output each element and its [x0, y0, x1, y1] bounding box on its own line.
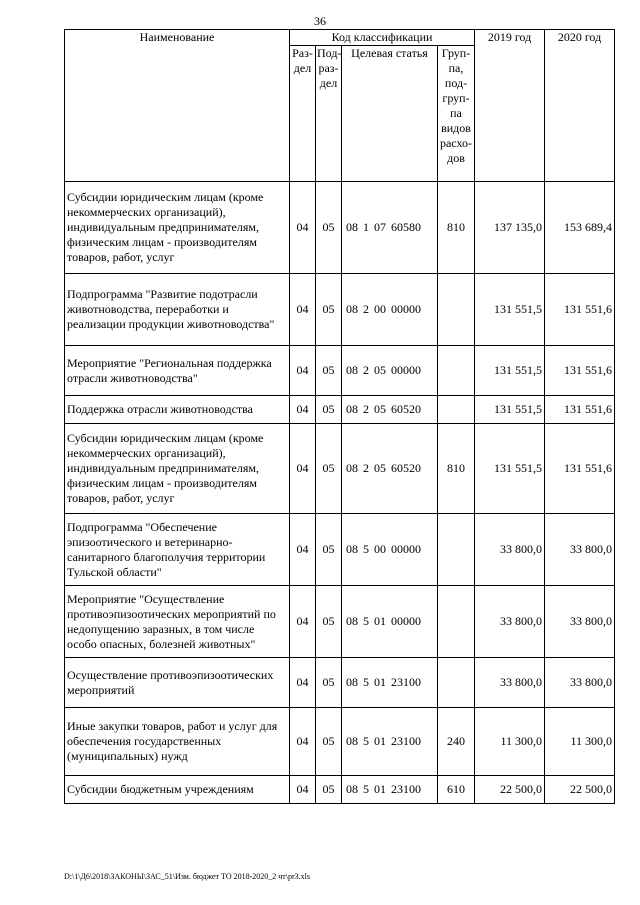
- row-name: Иные закупки товаров, работ и услуг для обеспечения государственных (муниципальных) нужд: [65, 708, 290, 776]
- row-target-article: 08 1 07 60580: [342, 182, 438, 274]
- row-subsection: 05: [316, 396, 342, 424]
- row-name: Мероприятие "Осуществление противоэпизоотических мероприятий по недопущению заразных, в том числе особо опасных, болезней животных": [65, 586, 290, 658]
- header-expense-group: Груп- па, под- груп- па видов расхо- дов: [438, 46, 475, 182]
- row-section: 04: [290, 776, 316, 804]
- row-subsection: 05: [316, 346, 342, 396]
- row-amount-2019: 131 551,5: [475, 396, 545, 424]
- row-subsection: 05: [316, 586, 342, 658]
- table-row: [65, 514, 615, 586]
- row-target-article: 08 5 01 23100: [342, 776, 438, 804]
- row-amount-2019: 33 800,0: [475, 658, 545, 708]
- row-section: 04: [290, 274, 316, 346]
- row-section: 04: [290, 586, 316, 658]
- row-amount-2019: 137 135,0: [475, 182, 545, 274]
- row-target-article: 08 2 05 00000: [342, 346, 438, 396]
- row-expense-group: [438, 396, 475, 424]
- row-section: 04: [290, 658, 316, 708]
- row-amount-2020: 131 551,6: [545, 424, 615, 514]
- row-amount-2019: 22 500,0: [475, 776, 545, 804]
- row-target-article: 08 5 01 23100: [342, 708, 438, 776]
- row-amount-2019: 131 551,5: [475, 274, 545, 346]
- row-expense-group: 810: [438, 424, 475, 514]
- row-amount-2020: 22 500,0: [545, 776, 615, 804]
- header-section: Раз- дел: [290, 46, 316, 182]
- row-target-article: 08 5 01 00000: [342, 586, 438, 658]
- row-amount-2020: 153 689,4: [545, 182, 615, 274]
- row-subsection: 05: [316, 424, 342, 514]
- row-subsection: 05: [316, 658, 342, 708]
- row-expense-group: [438, 514, 475, 586]
- row-expense-group: [438, 274, 475, 346]
- row-target-article: 08 5 01 23100: [342, 658, 438, 708]
- table-row: [65, 346, 615, 396]
- row-expense-group: [438, 586, 475, 658]
- header-name: Наименование: [65, 30, 290, 182]
- row-name: Поддержка отрасли животноводства: [65, 396, 290, 424]
- row-amount-2020: 33 800,0: [545, 514, 615, 586]
- header-row-top: [65, 30, 615, 46]
- table-row: [65, 424, 615, 514]
- row-expense-group: 610: [438, 776, 475, 804]
- row-expense-group: 810: [438, 182, 475, 274]
- header-subsection: Под- раз- дел: [316, 46, 342, 182]
- row-amount-2019: 11 300,0: [475, 708, 545, 776]
- row-subsection: 05: [316, 274, 342, 346]
- row-section: 04: [290, 708, 316, 776]
- row-amount-2019: 131 551,5: [475, 424, 545, 514]
- table-row: [65, 182, 615, 274]
- row-section: 04: [290, 424, 316, 514]
- row-section: 04: [290, 182, 316, 274]
- row-amount-2020: 131 551,6: [545, 274, 615, 346]
- row-amount-2020: 131 551,6: [545, 346, 615, 396]
- row-subsection: 05: [316, 708, 342, 776]
- header-year-2019: 2019 год: [475, 30, 545, 182]
- table-row: [65, 586, 615, 658]
- header-code-group: Код классификации: [290, 30, 475, 46]
- table-row: [65, 396, 615, 424]
- row-expense-group: [438, 346, 475, 396]
- table-row: [65, 776, 615, 804]
- row-subsection: 05: [316, 776, 342, 804]
- row-name: Мероприятие "Региональная поддержка отрасли животноводства": [65, 346, 290, 396]
- row-amount-2019: 33 800,0: [475, 514, 545, 586]
- row-name: Подпрограмма "Обеспечение эпизоотического и ветеринарно-санитарного благополучия территории Тульской области": [65, 514, 290, 586]
- row-expense-group: 240: [438, 708, 475, 776]
- row-subsection: 05: [316, 514, 342, 586]
- row-target-article: 08 5 00 00000: [342, 514, 438, 586]
- table-row: [65, 274, 615, 346]
- header-year-2020: 2020 год: [545, 30, 615, 182]
- row-target-article: 08 2 05 60520: [342, 424, 438, 514]
- row-section: 04: [290, 346, 316, 396]
- row-section: 04: [290, 514, 316, 586]
- row-amount-2020: 33 800,0: [545, 658, 615, 708]
- row-target-article: 08 2 00 00000: [342, 274, 438, 346]
- row-amount-2019: 33 800,0: [475, 586, 545, 658]
- row-name: Субсидии юридическим лицам (кроме некоммерческих организаций), индивидуальным предпринимателям, физическим лицам - производителям товаров, работ, услуг: [65, 424, 290, 514]
- row-name: Субсидии юридическим лицам (кроме некоммерческих организаций), индивидуальным предпринимателям, физическим лицам - производителям товаров, работ, услуг: [65, 182, 290, 274]
- row-amount-2020: 33 800,0: [545, 586, 615, 658]
- row-name: Подпрограмма "Развитие подотрасли животноводства, переработки и реализации продукции животноводства": [65, 274, 290, 346]
- row-name: Субсидии бюджетным учреждениям: [65, 776, 290, 804]
- row-section: 04: [290, 396, 316, 424]
- file-path-footer: D:\1\Д6\2018\ЗАКОНЫ\ЗАС_51\Изм. бюджет ТО 2018-2020_2 чт\pr3.xls: [64, 872, 310, 881]
- row-expense-group: [438, 658, 475, 708]
- row-target-article: 08 2 05 60520: [342, 396, 438, 424]
- budget-table: [64, 29, 615, 804]
- row-amount-2019: 131 551,5: [475, 346, 545, 396]
- row-amount-2020: 131 551,6: [545, 396, 615, 424]
- header-target: Целевая статья: [342, 46, 438, 182]
- table-row: [65, 708, 615, 776]
- table-row: [65, 658, 615, 708]
- row-subsection: 05: [316, 182, 342, 274]
- page-number: 36: [314, 14, 326, 28]
- row-amount-2020: 11 300,0: [545, 708, 615, 776]
- row-name: Осуществление противоэпизоотических мероприятий: [65, 658, 290, 708]
